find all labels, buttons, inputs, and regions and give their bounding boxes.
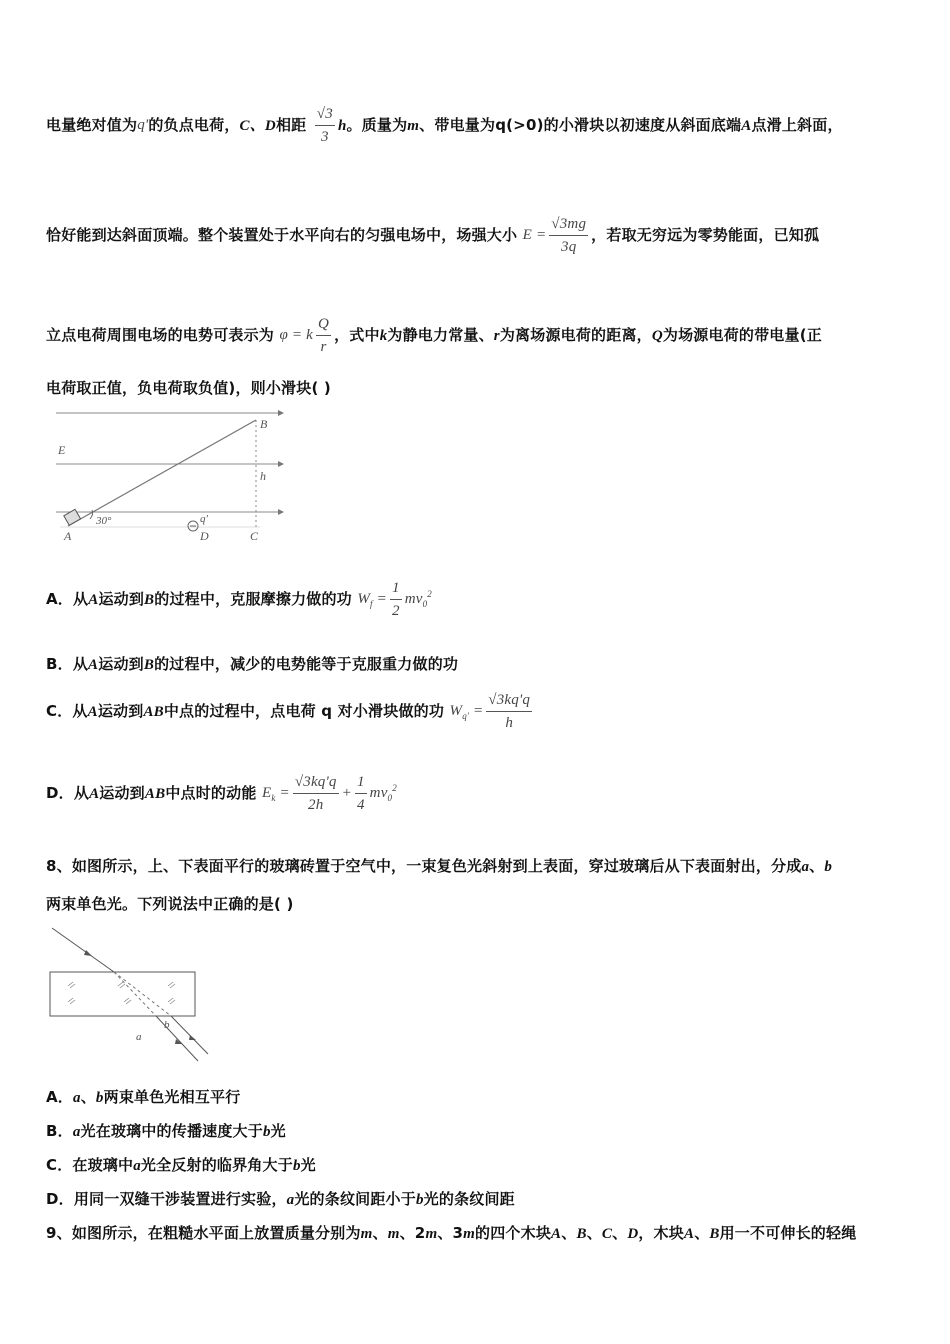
q7-option-d[interactable]: D．从A运动到AB中点时的动能 $E_k$ = $\frac{√3kq'q}{2h}$ + $\frac{1}{4}$ $mv_0^2$: [46, 774, 397, 813]
incline-figure: [50, 406, 290, 546]
q7-line-1: 电量绝对值为q'的负点电荷，C、D相距 $\frac{√3}{3}$ h。质量为m、带电量为q(>0)的小滑块以初速度从斜面底端A点滑上斜面，: [46, 106, 843, 145]
kinetic-energy-formula: $E_k$ = $\frac{√3kq'q}{2h}$ + $\frac{1}{4}$ $mv_0^2$: [261, 774, 397, 813]
label-B: B: [260, 417, 268, 431]
field-strength-formula: E = $\frac{√3mg}{3q}$: [522, 216, 587, 255]
charge-work-formula: $W_{q'}$ = $\frac{√3kq'q}{h}$: [449, 692, 531, 731]
glass-slab-figure: [46, 924, 211, 1064]
label-30deg: 30°: [96, 515, 112, 527]
q7-line-3: 立点电荷周围电场的电势可表示为 φ = k $\frac{Q}{r}$ ，式中k为静电力常量、r为离场源电荷的距离，Q为场源电荷的带电量(正: [46, 316, 822, 355]
label-A: A: [64, 529, 72, 543]
label-a: a: [136, 1031, 142, 1043]
sqrt3-over-3-fraction: $\frac{√3}{3}$: [316, 106, 333, 145]
q8-option-c[interactable]: C．在玻璃中a光全反射的临界角大于b光: [46, 1156, 316, 1174]
label-C: C: [250, 529, 259, 543]
friction-work-formula: $W_f$ = $\frac{1}{2}$ $mv_0^2$: [357, 580, 432, 619]
q8-line-1: 8、如图所示，上、下表面平行的玻璃砖置于空气中，一束复色光斜射到上表面，穿过玻璃后从下表面射出，分成a、b: [46, 857, 833, 875]
q9-line-1: 9、如图所示，在粗糙水平面上放置质量分别为m、m、2m、3m的四个木块A、B、C、D，木块A、B用一不可伸长的轻绳: [46, 1224, 857, 1242]
q-prime-math: q': [137, 117, 149, 133]
q8-option-d[interactable]: D．用同一双缝干涉装置进行实验，a光的条纹间距小于b光的条纹间距: [46, 1190, 515, 1208]
q7-option-b[interactable]: B．从A运动到B的过程中，减少的电势能等于克服重力做的功: [46, 655, 459, 673]
potential-formula: φ = k $\frac{Q}{r}$: [279, 316, 330, 355]
q7-line-2: 恰好能到达斜面顶端。整个装置处于水平向右的匀强电场中，场强大小 E = $\frac{√3mg}{3q}$ ，若取无穷远为零势能面，已知孤: [46, 216, 820, 255]
q7-option-a[interactable]: A．从A运动到B的过程中，克服摩擦力做的功 $W_f$ = $\frac{1}{2}$ $mv_0^2$: [46, 580, 432, 619]
q8-option-b[interactable]: B．a光在玻璃中的传播速度大于b光: [46, 1122, 286, 1140]
label-E: E: [58, 443, 66, 457]
label-h: h: [260, 469, 266, 483]
q8-line-2: 两束单色光。下列说法中正确的是( ): [46, 895, 294, 913]
q7-line-4: 电荷取正值，负电荷取负值)，则小滑块( ): [46, 379, 331, 397]
q7-option-c[interactable]: C．从A运动到AB中点的过程中，点电荷 q 对小滑块做的功 $W_{q'}$ = $\frac{√3kq'q}{h}$: [46, 690, 535, 733]
label-D: D: [200, 529, 209, 543]
q8-option-a[interactable]: A．a、b两束单色光相互平行: [46, 1088, 241, 1106]
label-qprime: q': [200, 513, 208, 525]
label-b: b: [164, 1019, 170, 1031]
